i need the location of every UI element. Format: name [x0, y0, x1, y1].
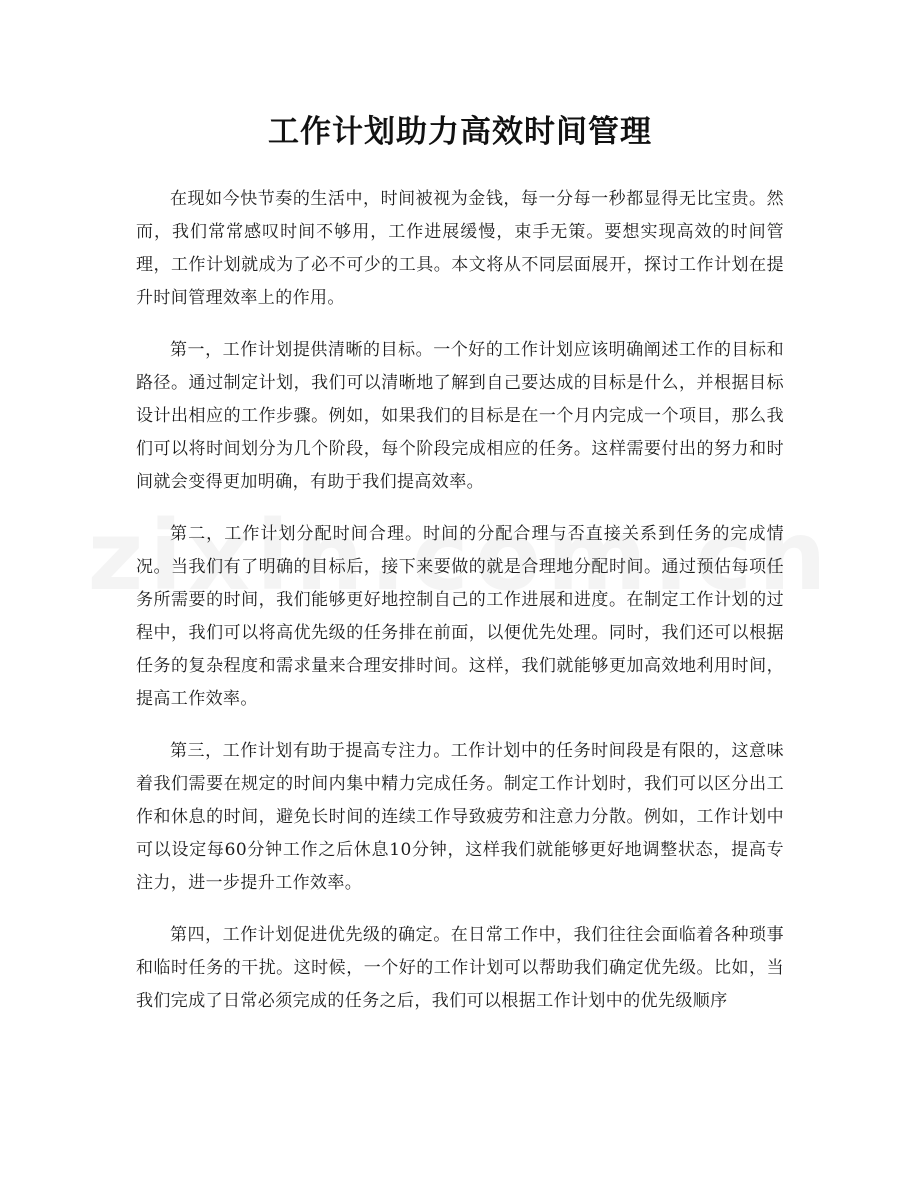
paragraph-fourth: 第四，工作计划促进优先级的确定。在日常工作中，我们往往会面临着各种琐事和临时任务的干扰。这时候，一个好的工作计划可以帮助我们确定优先级。比如，当我们完成了日常必须完成的任务之后，我们可以根据工作计划中的优先级顺序: [136, 925, 784, 1011]
document-title: 工作计划助力高效时间管理: [268, 114, 652, 150]
paragraph-first: 第一，工作计划提供清晰的目标。一个好的工作计划应该明确阐述工作的目标和路径。通过制定计划，我们可以清晰地了解到自己要达成的目标是什么，并根据目标设计出相应的工作步骤。例如，如果我们的目标是在一个月内完成一个项目，那么我们可以将时间划分为几个阶段，每个阶段完成相应的任务。这样需要付出的努力和时间就会变得更加明确，有助于我们提高效率。: [136, 340, 784, 492]
document-body: [136, 183, 784, 1037]
paragraph-second: 第二，工作计划分配时间合理。时间的分配合理与否直接关系到任务的完成情况。当我们有了明确的目标后，接下来要做的就是合理地分配时间。通过预估每项任务所需要的时间，我们能够更好地控制自己的工作进展和进度。在制定工作计划的过程中，我们可以将高优先级的任务排在前面，以便优先处理。同时，我们还可以根据任务的复杂程度和需求量来合理安排时间。这样，我们就能够更加高效地利用时间，提高工作效率。: [136, 524, 784, 709]
paragraph-third: 第三，工作计划有助于提高专注力。工作计划中的任务时间段是有限的，这意味着我们需要在规定的时间内集中精力完成任务。制定工作计划时，我们可以区分出工作和休息的时间，避免长时间的连续工作导致疲劳和注意力分散。例如，工作计划中可以设定每60分钟工作之后休息10分钟，这样我们就能够更好地调整状态，提高专注力，进一步提升工作效率。: [136, 741, 784, 893]
paragraph-intro: 在现如今快节奏的生活中，时间被视为金钱，每一分每一秒都显得无比宝贵。然而，我们常常感叹时间不够用，工作进展缓慢，束手无策。要想实现高效的时间管理，工作计划就成为了必不可少的工具。本文将从不同层面展开，探讨工作计划在提升时间管理效率上的作用。: [136, 189, 784, 308]
